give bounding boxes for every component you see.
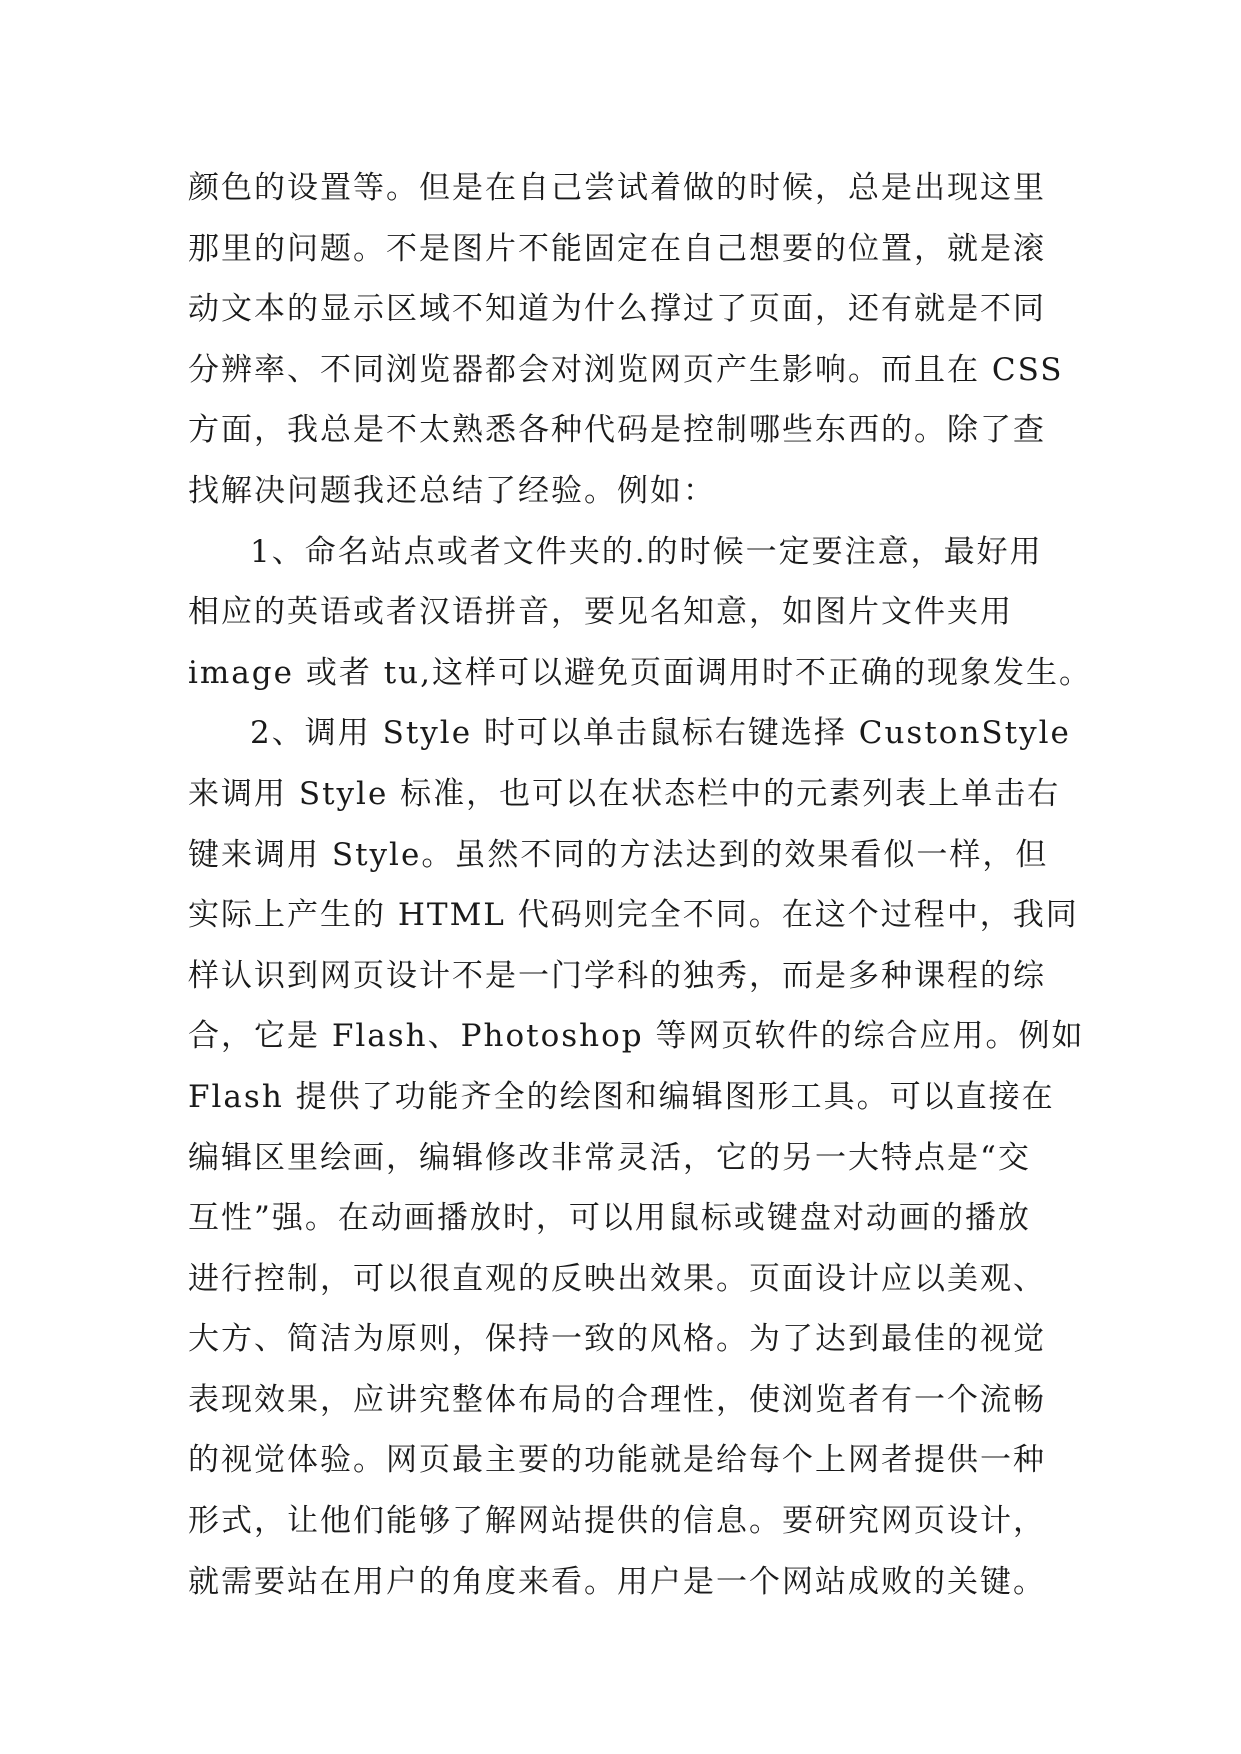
- text-line: 互性”强。在动画播放时，可以用鼠标或键盘对动画的播放: [188, 1200, 1031, 1237]
- text-line: 动文本的显示区域不知道为什么撑过了页面，还有就是不同: [188, 291, 1046, 328]
- text-line: 颜色的设置等。但是在自己尝试着做的时候，总是出现这里: [188, 170, 1046, 206]
- text-line: 编辑区里绘画，编辑修改非常灵活，它的另一大特点是“交: [188, 1139, 1031, 1176]
- text-line: 来调用 Style 标准，也可以在状态栏中的元素列表上单击右: [188, 775, 1061, 812]
- text-line: 进行控制，可以很直观的反映出效果。页面设计应以美观、: [188, 1260, 1046, 1297]
- body-text: [188, 158, 1092, 1612]
- text-line: 就需要站在用户的角度来看。用户是一个网站成败的关键。: [188, 1563, 1046, 1600]
- text-line: Flash 提供了功能齐全的绘图和编辑图形工具。可以直接在: [188, 1078, 1055, 1115]
- text-line: 形式，让他们能够了解网站提供的信息。要研究网页设计，: [188, 1503, 1046, 1540]
- text-line: image 或者 tu,这样可以避免页面调用时不正确的现象发生。: [188, 654, 1092, 691]
- text-line: 样认识到网页设计不是一门学科的独秀，而是多种课程的综: [188, 957, 1046, 994]
- text-line: 找解决问题我还总结了经验。例如：: [188, 472, 716, 509]
- text-line: 那里的问题。不是图片不能固定在自己想要的位置，就是滚: [188, 230, 1046, 267]
- text-line: 分辨率、不同浏览器都会对浏览网页产生影响。而且在 CSS: [188, 351, 1064, 388]
- text-line: 方面，我总是不太熟悉各种代码是控制哪些东西的。除了查: [188, 412, 1046, 449]
- text-line: 合，它是 Flash、Photoshop 等网页软件的综合应用。例如: [188, 1018, 1085, 1055]
- text-line: 表现效果，应讲究整体布局的合理性，使浏览者有一个流畅: [188, 1381, 1046, 1418]
- text-line: 的视觉体验。网页最主要的功能就是给每个上网者提供一种: [188, 1442, 1046, 1479]
- text-line: 相应的英语或者汉语拼音，要见名知意，如图片文件夹用: [188, 594, 1013, 631]
- text-line: 2、调用 Style 时可以单击鼠标右键选择 CustonStyle: [250, 715, 1071, 752]
- text-line: 大方、简洁为原则，保持一致的风格。为了达到最佳的视觉: [188, 1321, 1046, 1358]
- text-line: 1、命名站点或者文件夹的.的时候一定要注意，最好用: [250, 533, 1043, 570]
- text-line: 键来调用 Style。虽然不同的方法达到的效果看似一样，但: [188, 836, 1049, 873]
- text-line: 实际上产生的 HTML 代码则完全不同。在这个过程中，我同: [188, 897, 1079, 934]
